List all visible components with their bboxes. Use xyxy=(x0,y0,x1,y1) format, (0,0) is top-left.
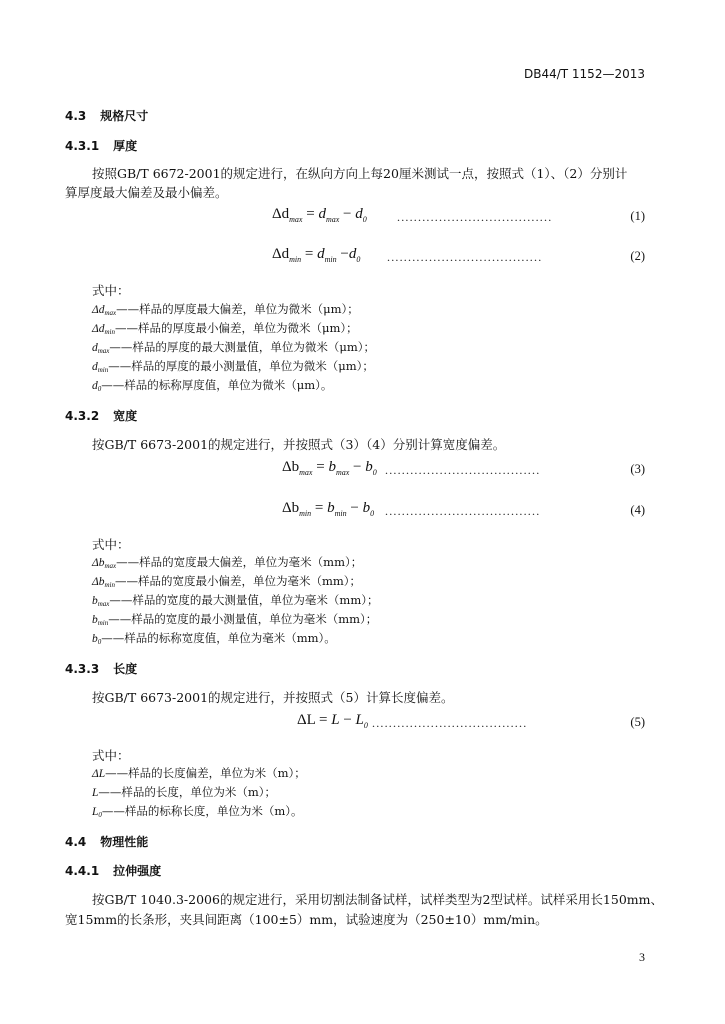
leader-dots: ..................................... xyxy=(397,210,553,224)
eq-term-a-sub: min xyxy=(334,509,347,518)
eq-term-a: b xyxy=(328,459,336,475)
def-text: ——样品的宽度最小偏差，单位为毫米（mm）； xyxy=(115,574,362,588)
equation-4 xyxy=(282,500,374,518)
def-text: ——样品的长度，单位为米（m）； xyxy=(98,785,277,799)
eq-term-a: L xyxy=(331,712,340,728)
def-symbol: d xyxy=(92,361,98,373)
eq-term-b-sub: 0 xyxy=(362,215,367,224)
eq-term-b-sub: 0 xyxy=(363,721,368,730)
def-text: ——样品的宽度最大偏差，单位为毫米（mm）； xyxy=(116,555,363,569)
definition-item xyxy=(92,339,375,355)
eq-lhs-sub: min xyxy=(299,509,312,518)
eq-term-a-sub: max xyxy=(325,215,340,224)
eq-equals: = xyxy=(312,459,329,475)
eq-minus: − xyxy=(349,459,366,475)
definition-item xyxy=(92,554,362,570)
paragraph-width: 按GB/T 6673-2001的规定进行，并按照式（3）（4）分别计算宽度偏差。 xyxy=(92,437,506,452)
eq-term-b: b xyxy=(362,500,371,516)
eq-term-b: d xyxy=(355,206,363,222)
section-number: 4.3 xyxy=(65,109,87,123)
eq-term-a: d xyxy=(317,246,325,262)
eq-lhs-sub: max xyxy=(299,468,313,477)
eq-minus: − xyxy=(336,246,349,262)
eq-lhs-sub: min xyxy=(289,255,302,264)
leader-dots: ..................................... xyxy=(385,463,541,477)
def-symbol: Δd xyxy=(92,323,105,335)
section-number: 4.4.1 xyxy=(65,864,100,878)
definition-item xyxy=(92,358,374,374)
paragraph-tensile-line2: 宽15mm的长条形，夹具间距离（100±5）mm，试验速度为（250±10）mm/min。 xyxy=(65,912,548,927)
where-label: 式中： xyxy=(92,283,130,298)
def-symbol: L xyxy=(92,787,99,799)
def-symbol-sub: max xyxy=(104,309,117,317)
def-symbol: Δb xyxy=(92,576,105,588)
section-heading-4-3-2 xyxy=(65,407,137,424)
paragraph-tensile-line1: 按GB/T 1040.3-2006的规定进行，采用切割法制备试样，试样类型为2型试样。试样采用长150mm、 xyxy=(92,892,663,907)
section-title: 拉伸强度 xyxy=(113,864,162,878)
section-heading-4-3 xyxy=(65,107,148,124)
definition-item xyxy=(92,301,359,317)
def-symbol: b xyxy=(92,633,98,645)
def-text: ——样品的标称厚度值，单位为微米（μm）。 xyxy=(101,378,333,392)
eq-equals: = xyxy=(315,712,332,728)
definition-item xyxy=(92,765,306,781)
eq-minus: − xyxy=(346,500,363,516)
eq-lhs-sub: max xyxy=(289,215,303,224)
definition-item xyxy=(92,573,361,589)
def-text: ——样品的宽度的最小测量值，单位为毫米（mm）； xyxy=(108,612,378,626)
section-heading-4-4 xyxy=(65,833,148,850)
eq-term-b-sub: 0 xyxy=(372,468,377,477)
def-symbol-sub: max xyxy=(104,562,117,570)
where-label: 式中： xyxy=(92,748,130,763)
def-text: ——样品的厚度最大偏差，单位为微米（μm）； xyxy=(116,302,359,316)
section-number: 4.3.2 xyxy=(65,409,100,423)
paragraph-thickness-line1: 按照GB/T 6672-2001的规定进行，在纵向方向上每20厘米测试一点，按照式（1）、（2）分别计 xyxy=(92,166,628,181)
eq-term-b: b xyxy=(365,459,373,475)
def-symbol-sub: min xyxy=(97,619,109,627)
eq-term-a-sub: max xyxy=(335,468,350,477)
eq-equals: = xyxy=(302,206,319,222)
equation-3 xyxy=(282,459,377,477)
section-number: 4.3.1 xyxy=(65,139,100,153)
def-symbol: b xyxy=(92,595,98,607)
def-symbol: Δd xyxy=(92,304,105,316)
document-code-header: DB44/T 1152—2013 xyxy=(523,67,645,81)
def-text: ——样品的厚度最小偏差，单位为微米（μm）； xyxy=(115,321,358,335)
definition-item xyxy=(92,320,358,336)
definition-item xyxy=(92,784,276,800)
equation-1 xyxy=(272,206,367,224)
eq-term-b-sub: 0 xyxy=(356,255,361,264)
def-text: ——样品的厚度的最大测量值，单位为微米（μm）； xyxy=(109,340,376,354)
equation-number-2: (2) xyxy=(630,249,645,263)
def-symbol: L xyxy=(92,806,99,818)
eq-minus: − xyxy=(339,712,356,728)
eq-lhs: Δb xyxy=(282,459,300,475)
eq-term-b: L xyxy=(355,712,364,728)
def-text: ——样品的标称宽度值，单位为毫米（mm）。 xyxy=(101,631,336,645)
equation-number-5: (5) xyxy=(630,715,645,729)
def-text: ——样品的长度偏差，单位为米（m）； xyxy=(105,766,306,780)
definition-item xyxy=(92,377,332,393)
paragraph-length: 按GB/T 6673-2001的规定进行，并按照式（5）计算长度偏差。 xyxy=(92,690,454,705)
eq-equals: = xyxy=(301,246,318,262)
eq-term-a: b xyxy=(327,500,335,516)
def-symbol: d xyxy=(92,342,98,354)
eq-term-b-sub: 0 xyxy=(370,509,375,518)
eq-term-a: d xyxy=(318,206,326,222)
page-number: 3 xyxy=(639,950,645,964)
eq-minus: − xyxy=(339,206,356,222)
def-symbol-sub: 0 xyxy=(97,638,102,646)
section-title: 物理性能 xyxy=(100,835,149,849)
section-title: 规格尺寸 xyxy=(100,109,149,123)
section-number: 4.4 xyxy=(65,835,87,849)
eq-lhs: ΔL xyxy=(297,712,316,728)
eq-lhs: Δd xyxy=(272,206,290,222)
def-symbol-sub: min xyxy=(97,366,109,374)
def-symbol: d xyxy=(92,380,98,392)
section-title: 宽度 xyxy=(113,409,138,423)
def-symbol: ΔL xyxy=(92,768,106,780)
def-text: ——样品的厚度的最小测量值，单位为微米（μm）； xyxy=(108,359,374,373)
equation-number-1: (1) xyxy=(630,209,645,223)
eq-lhs: Δb xyxy=(282,500,300,516)
def-symbol-sub: min xyxy=(104,328,115,336)
eq-equals: = xyxy=(311,500,328,516)
equation-5 xyxy=(297,712,368,730)
def-text: ——样品的宽度的最大测量值，单位为毫米（mm）； xyxy=(109,593,379,607)
eq-lhs: Δd xyxy=(272,246,290,262)
eq-term-b: d xyxy=(348,246,357,262)
def-symbol-sub: 0 xyxy=(98,811,102,819)
def-symbol-sub: max xyxy=(97,347,110,355)
section-title: 厚度 xyxy=(113,139,138,153)
definition-item xyxy=(92,630,336,646)
section-heading-4-4-1 xyxy=(65,862,161,879)
definition-item xyxy=(92,611,377,627)
where-label: 式中： xyxy=(92,537,130,552)
definition-item xyxy=(92,803,303,819)
section-number: 4.3.3 xyxy=(65,662,100,676)
equation-number-4: (4) xyxy=(630,503,645,517)
leader-dots: ..................................... xyxy=(385,504,541,518)
def-text: ——样品的标称长度，单位为米（m）。 xyxy=(101,804,303,818)
leader-dots: ..................................... xyxy=(387,250,543,264)
paragraph-thickness-line2: 算厚度最大偏差及最小偏差。 xyxy=(65,185,228,200)
definition-item xyxy=(92,592,378,608)
eq-term-a-sub: min xyxy=(324,255,337,264)
section-heading-4-3-1 xyxy=(65,137,137,154)
equation-number-3: (3) xyxy=(630,462,645,476)
def-symbol: Δb xyxy=(92,557,105,569)
def-symbol-sub: min xyxy=(104,581,115,589)
def-symbol: b xyxy=(92,614,98,626)
def-symbol-sub: 0 xyxy=(97,385,102,393)
equation-2 xyxy=(272,246,360,264)
section-title: 长度 xyxy=(113,662,138,676)
leader-dots: ..................................... xyxy=(372,716,528,730)
section-heading-4-3-3 xyxy=(65,660,137,677)
def-symbol-sub: max xyxy=(97,600,110,608)
